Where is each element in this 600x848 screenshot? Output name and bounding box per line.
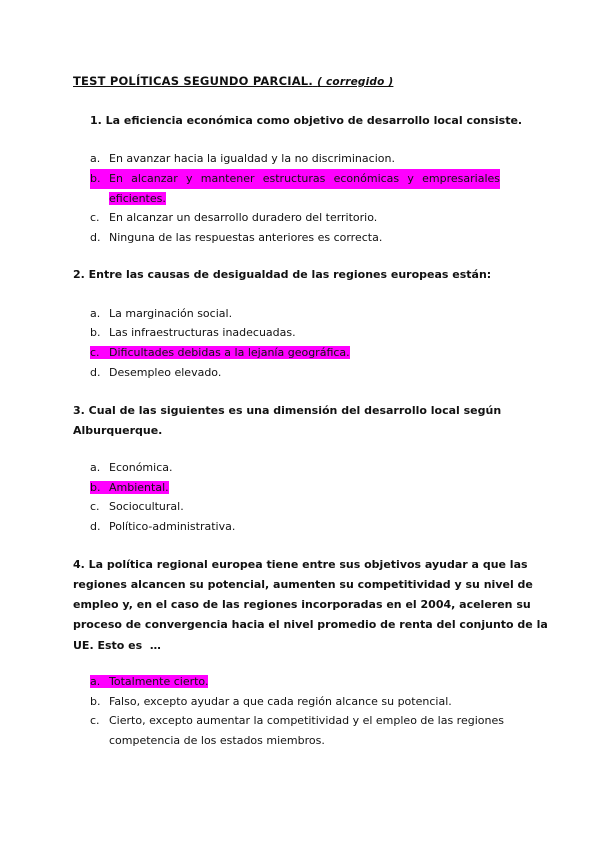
option-text: Económica. bbox=[109, 461, 173, 474]
q3-option-d bbox=[90, 517, 235, 537]
option-text: Falso, excepto ayudar a que cada región alcance su potencial. bbox=[109, 695, 452, 708]
q2-option-d bbox=[90, 363, 221, 383]
q1-option-b-continuation bbox=[109, 189, 166, 209]
title-text: TEST POLÍTICAS SEGUNDO PARCIAL. bbox=[73, 74, 313, 88]
option-letter: c. bbox=[90, 714, 100, 727]
question-2: 2. Entre las causas de desigualdad de las regiones europeas están: bbox=[73, 268, 492, 281]
q1-option-a bbox=[90, 149, 395, 169]
option-text: La marginación social. bbox=[109, 307, 233, 320]
question-4-line-2: regiones alcancen su potencial, aumenten su competitividad y su nivel de bbox=[73, 578, 533, 591]
option-text: Sociocultural. bbox=[109, 500, 184, 513]
option-text: En alcanzar un desarrollo duradero del territorio. bbox=[109, 211, 378, 224]
q4-option-c bbox=[90, 711, 504, 731]
option-text: Las infraestructuras inadecuadas. bbox=[109, 326, 296, 339]
option-text: Dificultades debidas a la lejanía geográfica. bbox=[109, 346, 350, 359]
q2-option-c-correct bbox=[90, 343, 350, 363]
option-letter: b. bbox=[90, 172, 101, 185]
option-text: En alcanzar y mantener estructuras económicas y empresariales bbox=[109, 172, 500, 185]
option-text-cont: competencia de los estados miembros. bbox=[109, 734, 325, 747]
title-note: ( corregido ) bbox=[317, 76, 394, 88]
option-text: Ninguna de las respuestas anteriores es correcta. bbox=[109, 231, 383, 244]
option-letter: d. bbox=[90, 366, 101, 379]
q3-option-a bbox=[90, 458, 173, 478]
option-letter: d. bbox=[90, 231, 101, 244]
q2-option-a bbox=[90, 304, 232, 324]
q3-option-c bbox=[90, 497, 184, 517]
question-4-line-3: empleo y, en el caso de las regiones incorporadas en el 2004, aceleren su bbox=[73, 598, 531, 611]
q1-option-c bbox=[90, 208, 377, 228]
option-text: Ambiental. bbox=[109, 481, 169, 494]
q1-option-d bbox=[90, 228, 382, 248]
option-letter: c. bbox=[90, 346, 100, 359]
option-text: Desempleo elevado. bbox=[109, 366, 222, 379]
option-letter: d. bbox=[90, 520, 101, 533]
option-text: En avanzar hacia la igualdad y la no discriminacion. bbox=[109, 152, 395, 165]
q4-option-b bbox=[90, 692, 452, 712]
option-letter: a. bbox=[90, 675, 101, 688]
option-letter: a. bbox=[90, 461, 101, 474]
q4-option-a-correct bbox=[90, 672, 208, 692]
option-letter: b. bbox=[90, 695, 101, 708]
q2-option-b bbox=[90, 323, 296, 343]
question-4-line-4: proceso de convergencia hacia el nivel promedio de renta del conjunto de la bbox=[73, 618, 548, 631]
option-letter: b. bbox=[90, 326, 101, 339]
option-text: Cierto, excepto aumentar la competitividad y el empleo de las regiones bbox=[109, 714, 504, 727]
question-4-line-1: 4. La política regional europea tiene entre sus objetivos ayudar a que las bbox=[73, 558, 528, 571]
q3-option-b-correct bbox=[90, 478, 169, 498]
option-letter: a. bbox=[90, 307, 101, 320]
option-text-cont: eficientes. bbox=[109, 192, 166, 205]
question-4-line-5: UE. Esto es … bbox=[73, 639, 161, 652]
question-3: 3. Cual de las siguientes es una dimensión del desarrollo local según bbox=[73, 404, 502, 417]
question-3-continuation: Alburquerque. bbox=[73, 424, 163, 437]
q4-option-c-continuation bbox=[109, 731, 325, 751]
option-text: Totalmente cierto. bbox=[109, 675, 209, 688]
option-letter: c. bbox=[90, 211, 100, 224]
page-title bbox=[73, 74, 393, 88]
option-letter: b. bbox=[90, 481, 101, 494]
option-letter: c. bbox=[90, 500, 100, 513]
q1-option-b-correct bbox=[90, 169, 500, 189]
option-letter: a. bbox=[90, 152, 101, 165]
question-1: 1. La eficiencia económica como objetivo de desarrollo local consiste. bbox=[90, 114, 523, 127]
option-text: Político-administrativa. bbox=[109, 520, 236, 533]
